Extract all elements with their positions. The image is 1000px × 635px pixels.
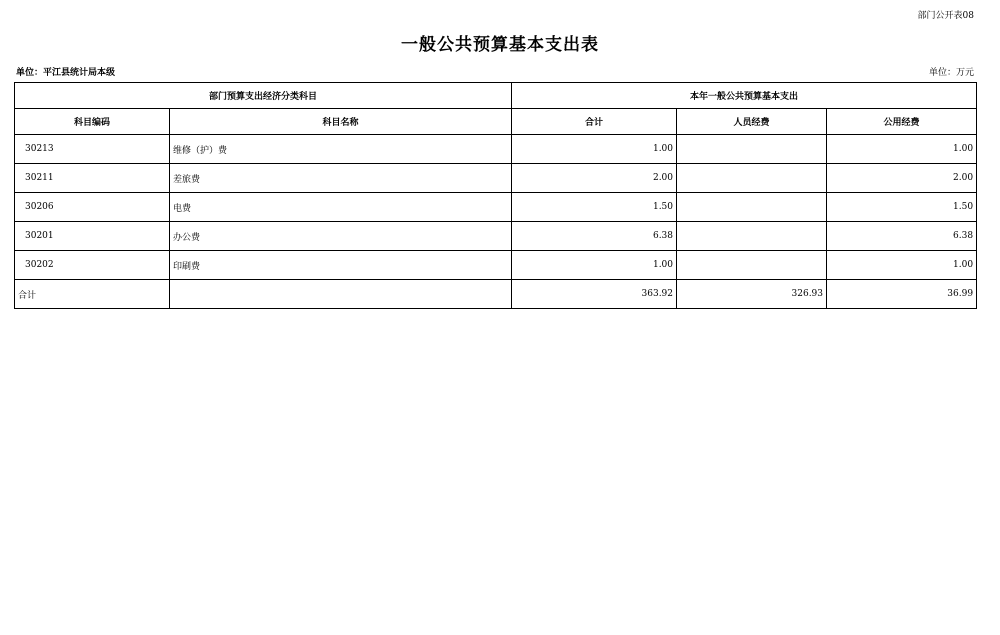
table-row bbox=[15, 135, 977, 164]
header-group-basic-expenditure: 本年一般公共预算基本支出 bbox=[512, 83, 977, 109]
cell-total: 1.50 bbox=[512, 193, 677, 222]
header-name: 科目名称 bbox=[170, 109, 512, 135]
cell-public: 1.50 bbox=[827, 193, 977, 222]
cell-total: 1.00 bbox=[512, 251, 677, 280]
total-name bbox=[170, 280, 512, 309]
cell-public: 6.38 bbox=[827, 222, 977, 251]
total-row bbox=[15, 280, 977, 309]
cell-code: 30202 bbox=[15, 251, 170, 280]
table-row bbox=[15, 251, 977, 280]
total-public: 36.99 bbox=[827, 280, 977, 309]
cell-code: 30211 bbox=[15, 164, 170, 193]
cell-total: 6.38 bbox=[512, 222, 677, 251]
header-public: 公用经费 bbox=[827, 109, 977, 135]
cell-personnel bbox=[677, 222, 827, 251]
cell-public: 1.00 bbox=[827, 135, 977, 164]
table-row bbox=[15, 164, 977, 193]
cell-total: 1.00 bbox=[512, 135, 677, 164]
header-total: 合计 bbox=[512, 109, 677, 135]
table-row bbox=[15, 193, 977, 222]
total-label: 合计 bbox=[15, 280, 170, 309]
total-personnel: 326.93 bbox=[677, 280, 827, 309]
cell-public: 2.00 bbox=[827, 164, 977, 193]
cell-name: 差旅费 bbox=[170, 164, 512, 193]
cell-public: 1.00 bbox=[827, 251, 977, 280]
unit-currency: 单位：万元 bbox=[928, 68, 974, 78]
cell-code: 30213 bbox=[15, 135, 170, 164]
cell-name: 维修（护）费 bbox=[170, 135, 512, 164]
form-number: 部门公开表08 bbox=[917, 11, 974, 21]
cell-name: 印刷费 bbox=[170, 251, 512, 280]
budget-table bbox=[14, 82, 977, 309]
cell-code: 30206 bbox=[15, 193, 170, 222]
cell-personnel bbox=[677, 193, 827, 222]
header-personnel: 人员经费 bbox=[677, 109, 827, 135]
total-sum: 363.92 bbox=[512, 280, 677, 309]
cell-name: 办公费 bbox=[170, 222, 512, 251]
cell-code: 30201 bbox=[15, 222, 170, 251]
cell-name: 电费 bbox=[170, 193, 512, 222]
table-row bbox=[15, 222, 977, 251]
header-group-classification: 部门预算支出经济分类科目 bbox=[15, 83, 512, 109]
page-title: 一般公共预算基本支出表 bbox=[401, 35, 599, 55]
cell-personnel bbox=[677, 164, 827, 193]
cell-total: 2.00 bbox=[512, 164, 677, 193]
header-code: 科目编码 bbox=[15, 109, 170, 135]
unit-department: 单位：平江县统计局本级 bbox=[16, 68, 116, 78]
cell-personnel bbox=[677, 135, 827, 164]
cell-personnel bbox=[677, 251, 827, 280]
